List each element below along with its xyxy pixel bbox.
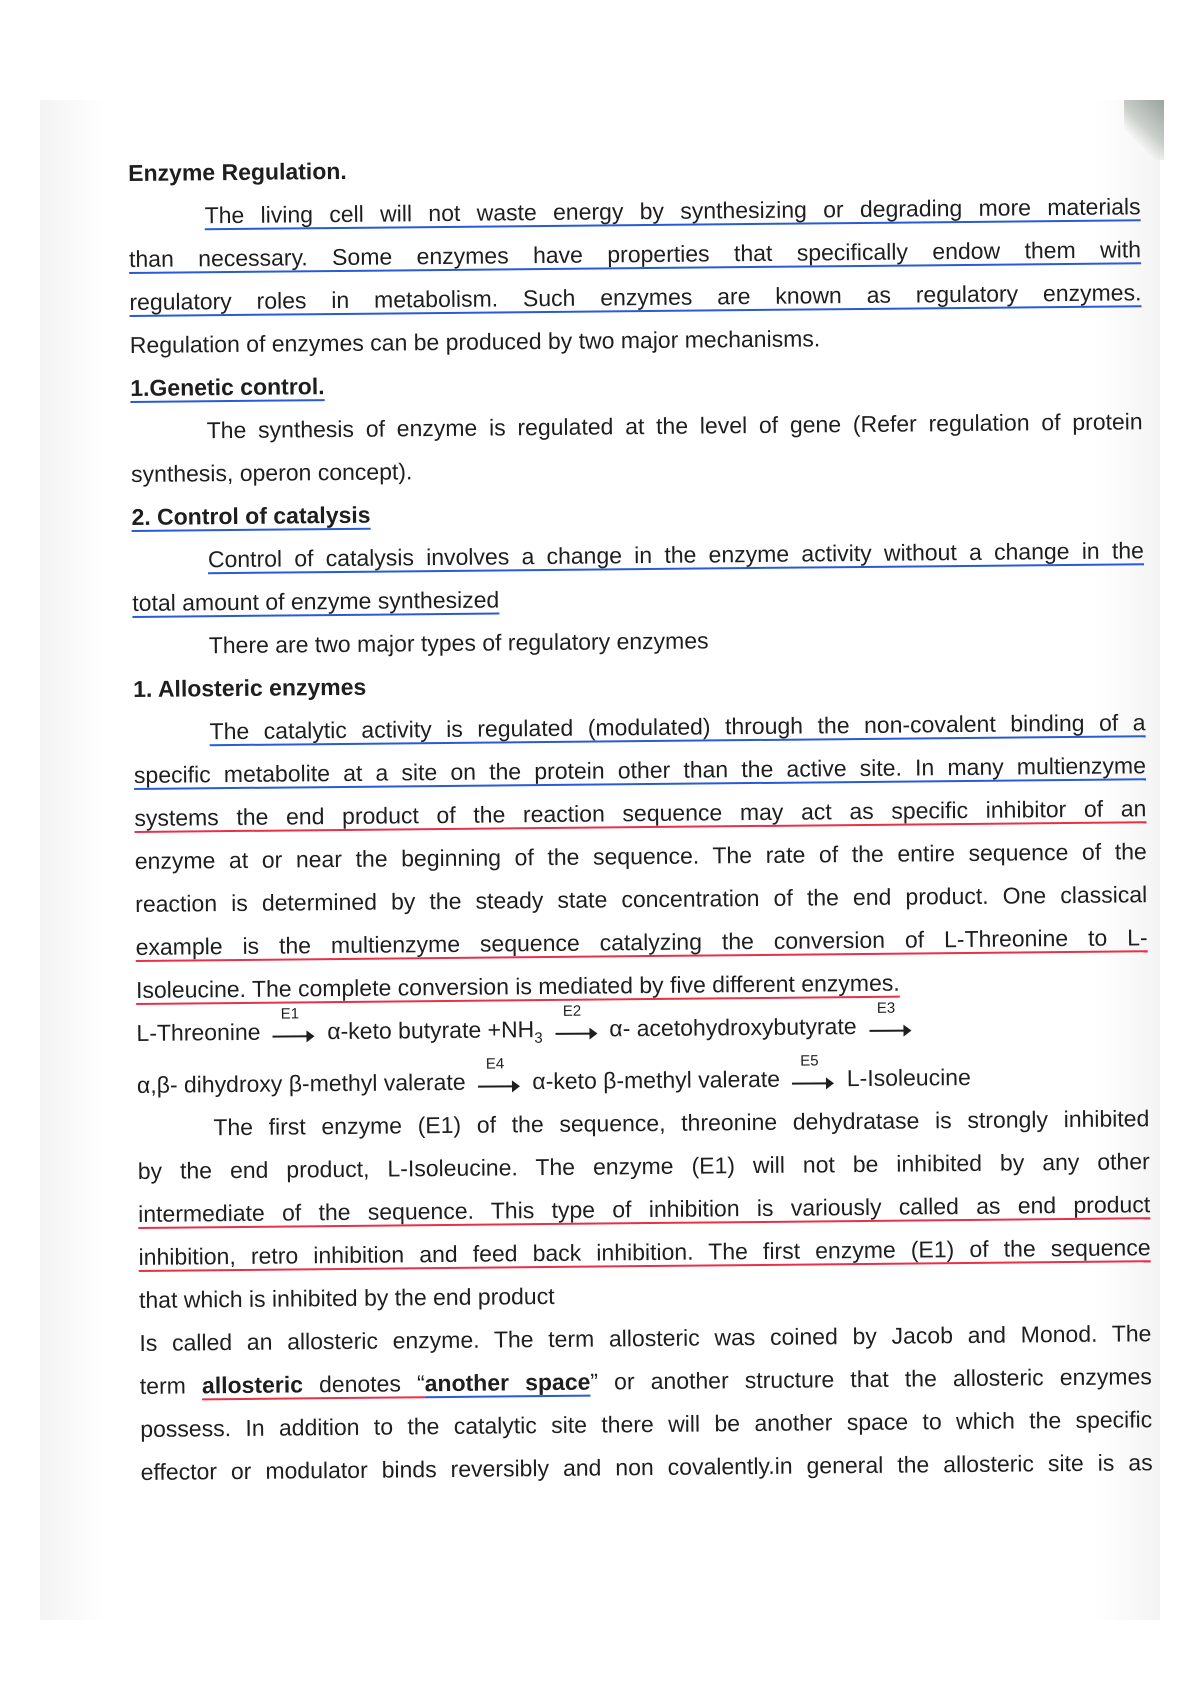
allosteric-line-6: example is the multienzyme sequence catalyzing the conversion of L-Threonine to L- xyxy=(135,924,1148,960)
section-2-line-3: There are two major types of regulatory enzymes xyxy=(208,627,709,659)
arrow-e5-icon: E5 xyxy=(792,1073,834,1087)
allosteric-term-line: term allosteric denotes “another space” or another structure that the allosteric enzymes xyxy=(139,1362,1152,1399)
allosteric-line-1: The catalytic activity is regulated (modulated) through the non-covalent binding of a xyxy=(209,709,1146,745)
allosteric-line-2: specific metabolite at a site on the protein other than the active site. In many multienzyme xyxy=(133,752,1147,788)
substrate-l-threonine: L-Threonine xyxy=(136,1018,261,1046)
substrate-acetohydroxybutyrate: α- acetohydroxybutyrate xyxy=(609,1013,857,1042)
allosteric-line-3: systems the end product of the reaction sequence may act as specific inhibitor of an xyxy=(134,795,1147,831)
section-1-line-1: The synthesis of enzyme is regulated at the level of gene (Refer regulation of protein xyxy=(206,408,1143,444)
intro-line-1: The living cell will not waste energy by synthesizing or degrading more materials xyxy=(204,193,1141,229)
intro-line-3: regulatory roles in metabolism. Such enzymes are known as regulatory enzymes. xyxy=(129,279,1142,315)
inhibition-line-1: The first enzyme (E1) of the sequence, threonine dehydratase is strongly inhibited xyxy=(213,1104,1150,1140)
allosteric-line-5: reaction is determined by the steady state concentration of the end product. One classical xyxy=(135,881,1148,917)
section-2-line-1: Control of catalysis involves a change in the enzyme activity without a change in the xyxy=(207,537,1144,573)
inhibition-line-5: that which is inhibited by the end product xyxy=(138,1282,555,1313)
arrow-e4-icon: E4 xyxy=(478,1076,520,1090)
substrate-keto-butyrate: α-keto butyrate $+NH_3$ xyxy=(327,1016,543,1047)
document-body xyxy=(128,142,1153,1493)
arrow-e2-icon: E2 xyxy=(555,1023,597,1037)
arrow-e3-icon: E3 xyxy=(869,1020,911,1034)
section-2-line-2: total amount of enzyme synthesized xyxy=(132,586,500,616)
allosteric-line-4: enzyme at or near the beginning of the sequence. The rate of the entire sequence of the xyxy=(134,838,1147,874)
inhibition-line-8: possess. In addition to the catalytic site there will be another space to which the specific xyxy=(140,1405,1153,1442)
substrate-dihydroxy-methyl-valerate: α,β- dihydroxy β-methyl valerate xyxy=(136,1068,466,1098)
arrow-e1-icon: E1 xyxy=(273,1026,315,1040)
intro-line-4: Regulation of enzymes can be produced by two major mechanisms. xyxy=(129,325,821,358)
inhibition-line-2: by the end product, L-Isoleucine. The enzyme (E1) will not be inhibited by any other xyxy=(137,1147,1150,1184)
section-2-heading: 2. Control of catalysis xyxy=(131,501,371,530)
allosteric-heading: 1. Allosteric enzymes xyxy=(133,673,367,702)
inhibition-line-6: Is called an allosteric enzyme. The term allosteric was coined by Jacob and Monod. The xyxy=(139,1319,1152,1356)
inhibition-line-4: inhibition, retro inhibition and feed back inhibition. The first enzyme (E1) of the sequence xyxy=(138,1233,1151,1270)
inhibition-line-9: effector or modulator binds reversibly and non covalently.in general the allosteric site is as xyxy=(140,1448,1153,1485)
page-title: Enzyme Regulation. xyxy=(128,157,347,186)
section-1-line-2: synthesis, operon concept). xyxy=(130,458,413,487)
inhibition-line-3: intermediate of the sequence. This type of inhibition is variously called as end product xyxy=(138,1190,1151,1227)
intro-line-2: than necessary. Some enzymes have properties that specifically endow them with xyxy=(128,236,1142,272)
section-1-heading: 1.Genetic control. xyxy=(130,373,325,401)
product-l-isoleucine: L-Isoleucine xyxy=(846,1063,971,1091)
substrate-keto-methyl-valerate: α-keto β-methyl valerate xyxy=(532,1065,781,1094)
allosteric-line-7: Isoleucine. The complete conversion is mediated by five different enzymes. xyxy=(135,969,900,1003)
